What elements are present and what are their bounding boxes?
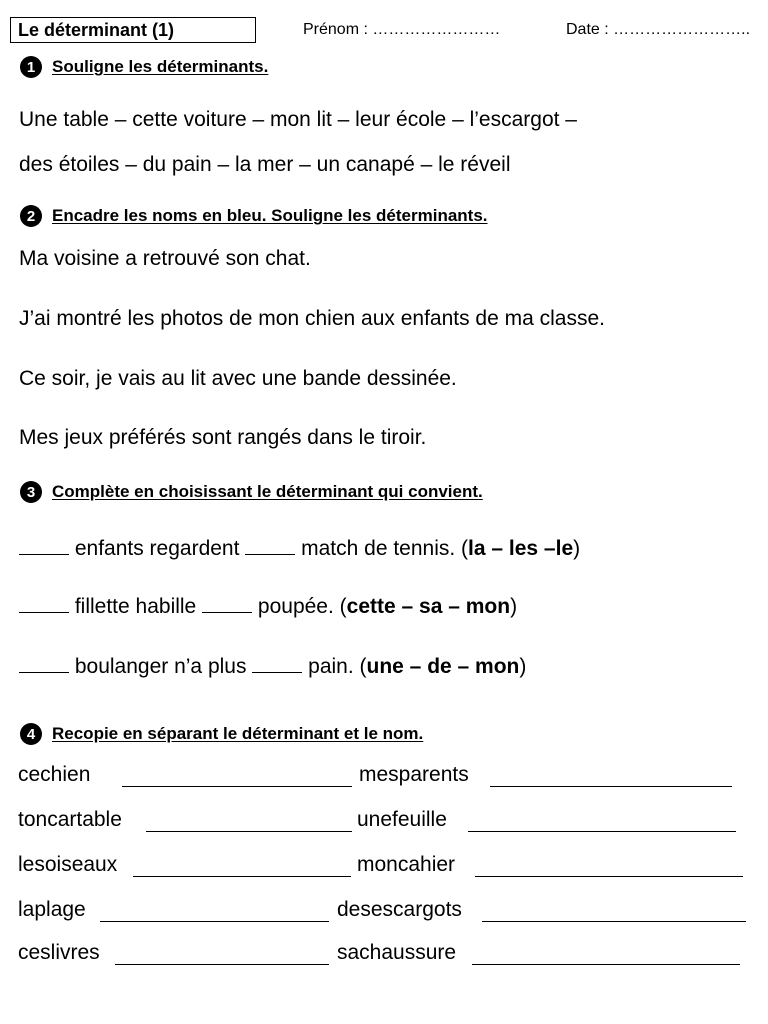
number-1-badge: 1 <box>20 56 42 78</box>
exercise-1-instruction: Souligne les déterminants. <box>52 57 269 76</box>
worksheet-title: Le déterminant (1) <box>10 17 256 43</box>
answer-line[interactable] <box>490 786 732 787</box>
exercise-2-heading <box>20 204 488 228</box>
number-2-badge: 2 <box>20 205 42 227</box>
exercise-3-item-2 <box>19 594 517 619</box>
determiner-choices: une – de – mon <box>366 655 520 678</box>
word-right-4: desescargots <box>337 898 462 921</box>
item-text: ) <box>510 595 518 618</box>
determiner-choices: la – les –le <box>468 537 574 560</box>
answer-blank[interactable] <box>19 594 69 613</box>
exercise-3-heading <box>20 480 483 504</box>
item-text: ) <box>573 537 581 560</box>
exercise-1-heading <box>20 55 268 79</box>
item-text: pain. ( <box>302 655 367 678</box>
answer-blank[interactable] <box>19 654 69 673</box>
exercise-3-instruction: Complète en choisissant le déterminant qui convient. <box>52 482 483 501</box>
item-text: match de tennis. ( <box>295 537 469 560</box>
answer-blank[interactable] <box>252 654 302 673</box>
answer-line[interactable] <box>115 964 329 965</box>
word-left-4: laplage <box>18 898 86 921</box>
item-text: poupée. ( <box>252 595 347 618</box>
exercise-2-instruction: Encadre les noms en bleu. Souligne les déterminants. <box>52 206 488 225</box>
answer-blank[interactable] <box>19 536 69 555</box>
answer-line[interactable] <box>475 876 743 877</box>
word-right-2: unefeuille <box>357 808 447 831</box>
exercise-4-heading <box>20 722 423 746</box>
number-3-badge: 3 <box>20 481 42 503</box>
exercise-2-sentence-2: J’ai montré les photos de mon chien aux enfants de ma classe. <box>19 307 605 330</box>
number-4-badge: 4 <box>20 723 42 745</box>
answer-blank[interactable] <box>202 594 252 613</box>
word-left-2: toncartable <box>18 808 122 831</box>
answer-blank[interactable] <box>245 536 295 555</box>
answer-line[interactable] <box>482 921 746 922</box>
word-right-3: moncahier <box>357 853 456 876</box>
date-field: Date : …………………….. <box>566 21 751 38</box>
exercise-2-sentence-1: Ma voisine a retrouvé son chat. <box>19 247 311 270</box>
exercise-3-item-3 <box>19 654 526 679</box>
exercise-4-instruction: Recopie en séparant le déterminant et le nom. <box>52 724 424 743</box>
exercise-1-line-2: des étoiles – du pain – la mer – un canapé – le réveil <box>19 153 511 176</box>
item-text: enfants regardent <box>69 537 246 560</box>
answer-line[interactable] <box>100 921 329 922</box>
item-text: fillette habille <box>69 595 203 618</box>
exercise-2-sentence-3: Ce soir, je vais au lit avec une bande dessinée. <box>19 367 457 390</box>
word-left-3: lesoiseaux <box>18 853 118 876</box>
word-left-1: cechien <box>18 763 91 786</box>
answer-line[interactable] <box>146 831 352 832</box>
answer-line[interactable] <box>122 786 352 787</box>
item-text: boulanger n’a plus <box>69 655 253 678</box>
determiner-choices: cette – sa – mon <box>346 595 511 618</box>
answer-line[interactable] <box>133 876 351 877</box>
exercise-2-sentence-4: Mes jeux préférés sont rangés dans le tiroir. <box>19 426 427 449</box>
word-right-5: sachaussure <box>337 941 457 964</box>
word-left-5: ceslivres <box>18 941 100 964</box>
item-text: ) <box>519 655 527 678</box>
answer-line[interactable] <box>472 964 740 965</box>
exercise-1-line-1: Une table – cette voiture – mon lit – leur école – l’escargot – <box>19 108 577 131</box>
prenom-field: Prénom : …………………… <box>303 21 501 38</box>
exercise-3-item-1 <box>19 536 580 561</box>
word-right-1: mesparents <box>359 763 469 786</box>
answer-line[interactable] <box>468 831 736 832</box>
